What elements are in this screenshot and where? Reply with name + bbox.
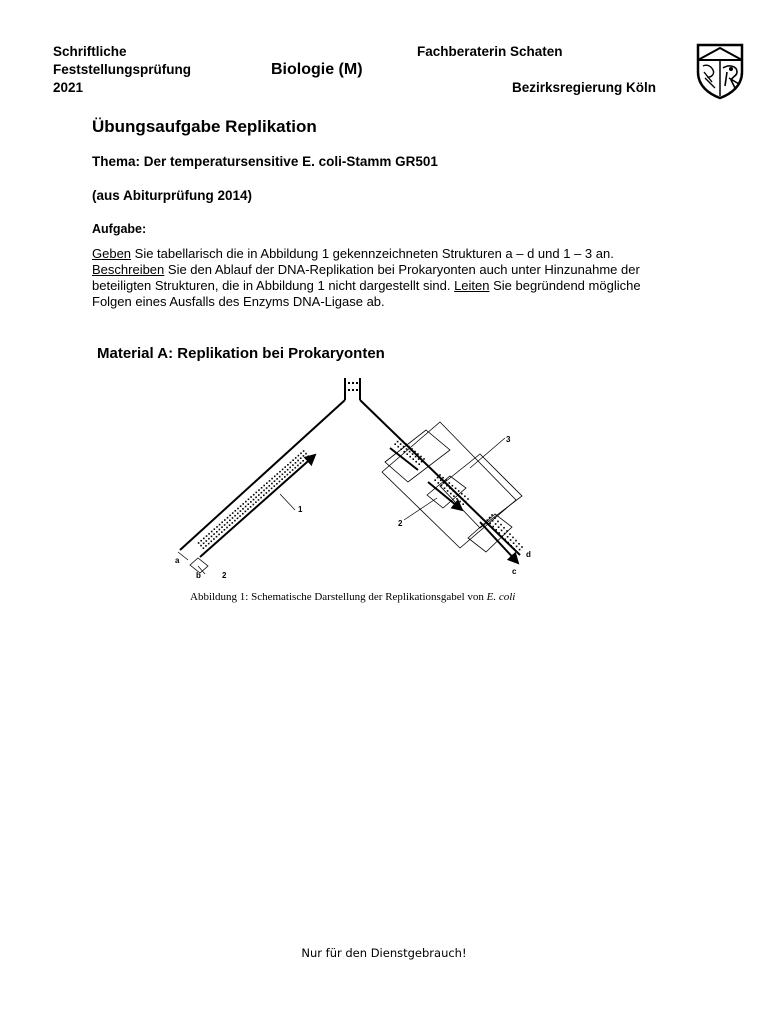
enzyme-shapes — [190, 422, 522, 573]
label-1: 1 — [298, 505, 303, 514]
header-exam-info — [53, 43, 191, 97]
caption-text: Abbildung 1: Schematische Darstellung der Replikationsgabel von — [190, 591, 487, 603]
label-a: a — [175, 556, 180, 565]
header-line-3: 2021 — [53, 80, 84, 95]
caption-species: E. coli — [486, 591, 516, 603]
origin-note: (aus Abiturprüfung 2014) — [92, 188, 253, 203]
task-sentence-3: Sie begründend mögliche Folgen eines Ausfalls des Enzyms DNA-Ligase ab. — [92, 278, 641, 309]
header-subject: Biologie (M) — [271, 61, 363, 78]
operator-geben: Geben — [92, 246, 132, 261]
operator-leiten: Leiten — [454, 278, 490, 293]
left-arm — [180, 400, 345, 557]
header-line-2: Feststellungsprüfung — [53, 62, 191, 77]
footer-note: Nur für den Dienstgebrauch! — [301, 946, 467, 960]
parental-dna — [345, 378, 360, 400]
figure-caption — [190, 591, 515, 603]
material-title: Material A: Replikation bei Prokaryonten — [97, 345, 385, 362]
label-b: b — [196, 571, 201, 580]
task-label: Aufgabe: — [92, 222, 147, 236]
replication-fork-diagram — [150, 370, 590, 590]
nrw-crest-icon — [695, 42, 745, 100]
label-2-left: 2 — [222, 571, 227, 580]
task-sentence-2: Sie den Ablauf der DNA-Replikation bei Prokaryonten auch unter Hinzunahme der beteiligten Strukturen, die in Abbildung 1 nicht dargestellt sind. — [92, 262, 640, 293]
topic-heading: Thema: Der temperatursensitive E. coli-Stamm GR501 — [92, 154, 438, 169]
label-c: c — [512, 567, 517, 576]
task-sentence-1: Sie tabellarisch die in Abbildung 1 gekennzeichneten Strukturen a – d und 1 – 3 an. — [131, 246, 614, 261]
task-text — [92, 246, 682, 310]
label-d: d — [526, 550, 531, 559]
label-3: 3 — [506, 435, 511, 444]
page-title: Übungsaufgabe Replikation — [92, 117, 317, 136]
header-line-1: Schriftliche — [53, 44, 127, 59]
header-authority: Bezirksregierung Köln — [512, 80, 657, 95]
operator-beschreiben: Beschreiben — [92, 262, 165, 277]
header-author: Fachberaterin Schaten — [417, 44, 563, 59]
label-2-right: 2 — [398, 519, 403, 528]
